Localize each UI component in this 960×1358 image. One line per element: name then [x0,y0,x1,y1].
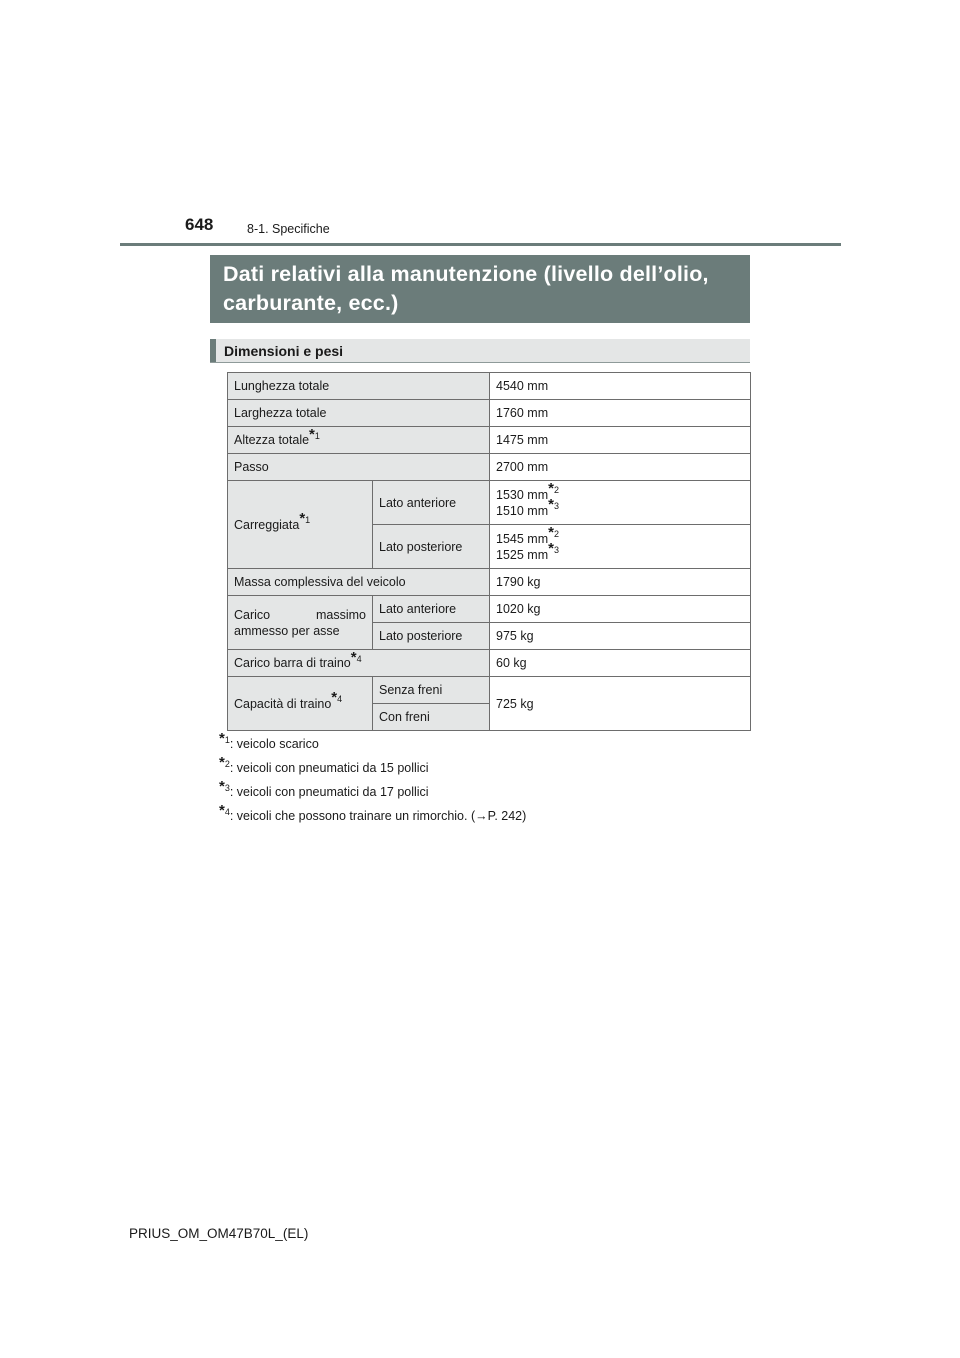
spec-table [227,372,751,731]
subheading [210,339,750,363]
table-row [228,481,751,525]
label-text: Carico barra di traino [234,656,351,670]
footnote-ref: *1 [299,510,311,528]
value-cell: 1760 mm [490,400,751,427]
table-row [228,569,751,596]
sublabel-cell: Lato posteriore [373,623,490,650]
label-cell [228,481,373,569]
label-cell: Larghezza totale [228,400,490,427]
label-cell: Massa complessiva del veicolo [228,569,490,596]
footnotes [219,729,527,828]
subheading-bar [210,339,216,362]
label-cell [228,677,373,731]
label-line: Carico massimo [234,607,366,622]
subheading-label: Dimensioni e pesi [224,343,344,359]
sublabel-cell: Lato anteriore [373,481,490,525]
value-cell: 60 kg [490,650,751,677]
footnote-ref: *4 [350,648,362,666]
table-row [228,427,751,454]
section-title: 8-1. Specifiche [247,222,330,236]
label-text: Altezza totale [234,433,310,447]
footnote-ref: *2 [548,524,559,542]
banner-title-line1: Dati relativi alla manutenzione (livello dell’olio, [223,262,709,286]
table-row [228,677,751,704]
page-number: 648 [185,215,214,234]
footnote: $^{*4}$: veicoli che possono trainare un rimorchio. (→P. 242) [219,801,527,823]
sublabel-cell: Lato anteriore [373,596,490,623]
table-row [228,400,751,427]
label-cell: Lunghezza totale [228,373,490,400]
value-cell: 1530 $mm^{*2}$ 1510 $mm^{*3}$ [490,481,751,525]
table-row [228,373,751,400]
footnote: $^{*3}$: veicoli con pneumatici da 17 pollici [219,777,429,799]
document-code: PRIUS_OM_OM47B70L_(EL) [129,1226,309,1241]
sublabel-cell: Lato posteriore [373,525,490,569]
footnote-ref: *3 [548,540,559,558]
value-cell: 4540 mm [490,373,751,400]
value-cell: 1020 kg [490,596,751,623]
label-text: Carreggiata [234,517,300,532]
value-cell: 1790 kg [490,569,751,596]
value-cell: 1475 mm [490,427,751,454]
footnote-ref: *3 [548,496,559,514]
footnote-ref: *2 [548,480,559,498]
label-cell: Passo [228,454,490,481]
label-cell [228,596,373,650]
banner-title [223,260,738,318]
label-text: Capacità di traino [234,696,332,711]
sublabel-cell: Senza freni [373,677,490,704]
table-row [228,596,751,623]
banner-title-line2: carburante, ecc.) [223,291,399,315]
footnote: $^{*1}$: veicolo scarico [219,729,319,751]
label-line: ammesso per asse [234,623,340,638]
sublabel-cell: Con freni [373,704,490,731]
header-rule [120,243,841,246]
value-cell: 975 kg [490,623,751,650]
value-cell: 2700 mm [490,454,751,481]
label-cell [228,650,490,677]
value-cell: 1545 $mm^{*2}$ 1525 $mm^{*3}$ [490,525,751,569]
label-cell [228,427,490,454]
table-row [228,454,751,481]
footnote-ref: *4 [331,689,343,707]
value-cell: 725 kg [490,677,751,731]
chapter-banner [210,255,750,323]
table-row [228,650,751,677]
footnote: $^{*2}$: veicoli con pneumatici da 15 pollici [219,753,429,775]
footnote-ref: *1 [309,425,320,443]
